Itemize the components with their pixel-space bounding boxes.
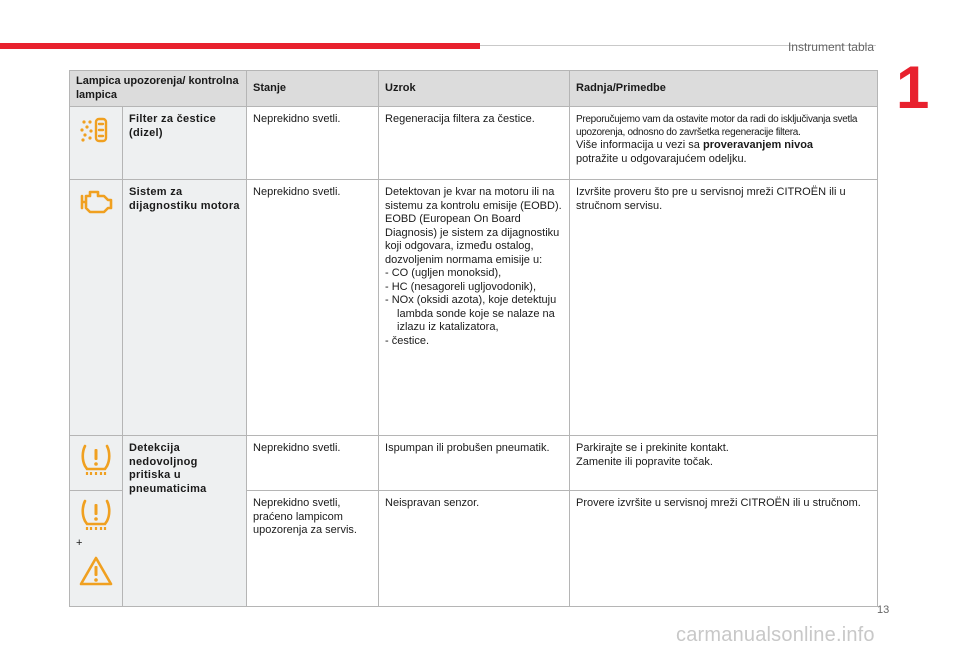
emission-list	[385, 267, 563, 348]
icon-cell	[70, 180, 123, 436]
table-row	[70, 107, 878, 180]
lamp-action	[570, 436, 878, 491]
lamp-state: Neprekidno svetli, praćeno lampicom upozorenja za servis.	[247, 491, 379, 607]
table-row	[70, 436, 878, 491]
lamp-cause: Ispumpan ili probušen pneumatik.	[379, 436, 570, 491]
tyre-pressure-icon	[76, 497, 116, 531]
action-suffix: potražite u odgovarajućem odeljku.	[576, 152, 747, 165]
lamp-cause: Neispravan senzor.	[379, 491, 570, 607]
icon-cell	[70, 436, 123, 491]
engine-icon	[76, 186, 116, 216]
lamp-action: Izvršite proveru što pre u servisnoj mreži CITROËN ili u stručnom servisu.	[570, 180, 878, 436]
lamp-action	[570, 107, 878, 180]
list-item: - HC (nesagoreli ugljovodonik),	[385, 280, 537, 293]
header-cause: Uzrok	[379, 71, 570, 107]
lamp-name: Sistem za dijagnostiku motora	[123, 180, 247, 436]
lamp-state: Neprekidno svetli.	[247, 436, 379, 491]
list-item: - CO (ugljen monoksid),	[385, 267, 502, 279]
section-title: Instrument tabla	[787, 40, 874, 54]
lamp-cause	[379, 180, 570, 436]
list-item: - NOx (oksidi azota), koje detektuju lambda sonde koje se nalaze na izlazu iz katalizatora,	[385, 294, 557, 333]
warning-lamps-table	[69, 70, 878, 607]
cause-intro: Detektovan je kvar na motoru ili na sistemu za kontrolu emisije (EOBD).	[385, 186, 562, 212]
tyre-pressure-icon	[76, 442, 116, 476]
particle-filter-icon	[76, 113, 116, 147]
table-header-row	[70, 71, 878, 107]
action-note: Preporučujemo vam da ostavite motor da radi do isključivanja svetla upozorenja, odnosno do završetka regeneracije filtera.	[576, 114, 858, 138]
icon-cell	[70, 107, 123, 180]
page-number: 13	[877, 604, 890, 616]
lamp-cause: Regeneracija filtera za čestice.	[379, 107, 570, 180]
action-line: Zamenite ili popravite točak.	[576, 455, 713, 468]
lamp-state: Neprekidno svetli.	[247, 107, 379, 180]
plus-sign: +	[76, 537, 83, 549]
icon-cell	[70, 491, 123, 607]
action-more-info: Više informacija u vezi sa proveravanjem nivoa	[576, 139, 814, 151]
header-actions: Radnja/Primedbe	[570, 71, 878, 107]
list-item: - čestice.	[385, 334, 430, 347]
lamp-state: Neprekidno svetli.	[247, 180, 379, 436]
cause-body: EOBD (European On Board Diagnosis) je sistem za dijagnostiku koji odgovara, između ostalog, dozvoljenim normama emisije u:	[385, 213, 560, 266]
header-state: Stanje	[247, 71, 379, 107]
lamp-action: Provere izvršite u servisnoj mreži CITROËN ili u stručnom.	[570, 491, 878, 607]
header-accent-bar	[0, 43, 480, 49]
lamp-name: Detekcija nedovoljnog pritiska u pneumaticima	[123, 436, 247, 607]
lamp-name: Filter za čestice (dizel)	[123, 107, 247, 180]
table-row	[70, 180, 878, 436]
chapter-number: 1	[896, 54, 930, 121]
warning-triangle-icon	[76, 555, 116, 587]
action-link-text: proveravanjem nivoa	[702, 139, 814, 151]
watermark: carmanualsonline.info	[676, 624, 875, 646]
action-line: Parkirajte se i prekinite kontakt.	[576, 442, 729, 454]
header-lamp: Lampica upozorenja/ kontrolna lampica	[70, 71, 247, 107]
